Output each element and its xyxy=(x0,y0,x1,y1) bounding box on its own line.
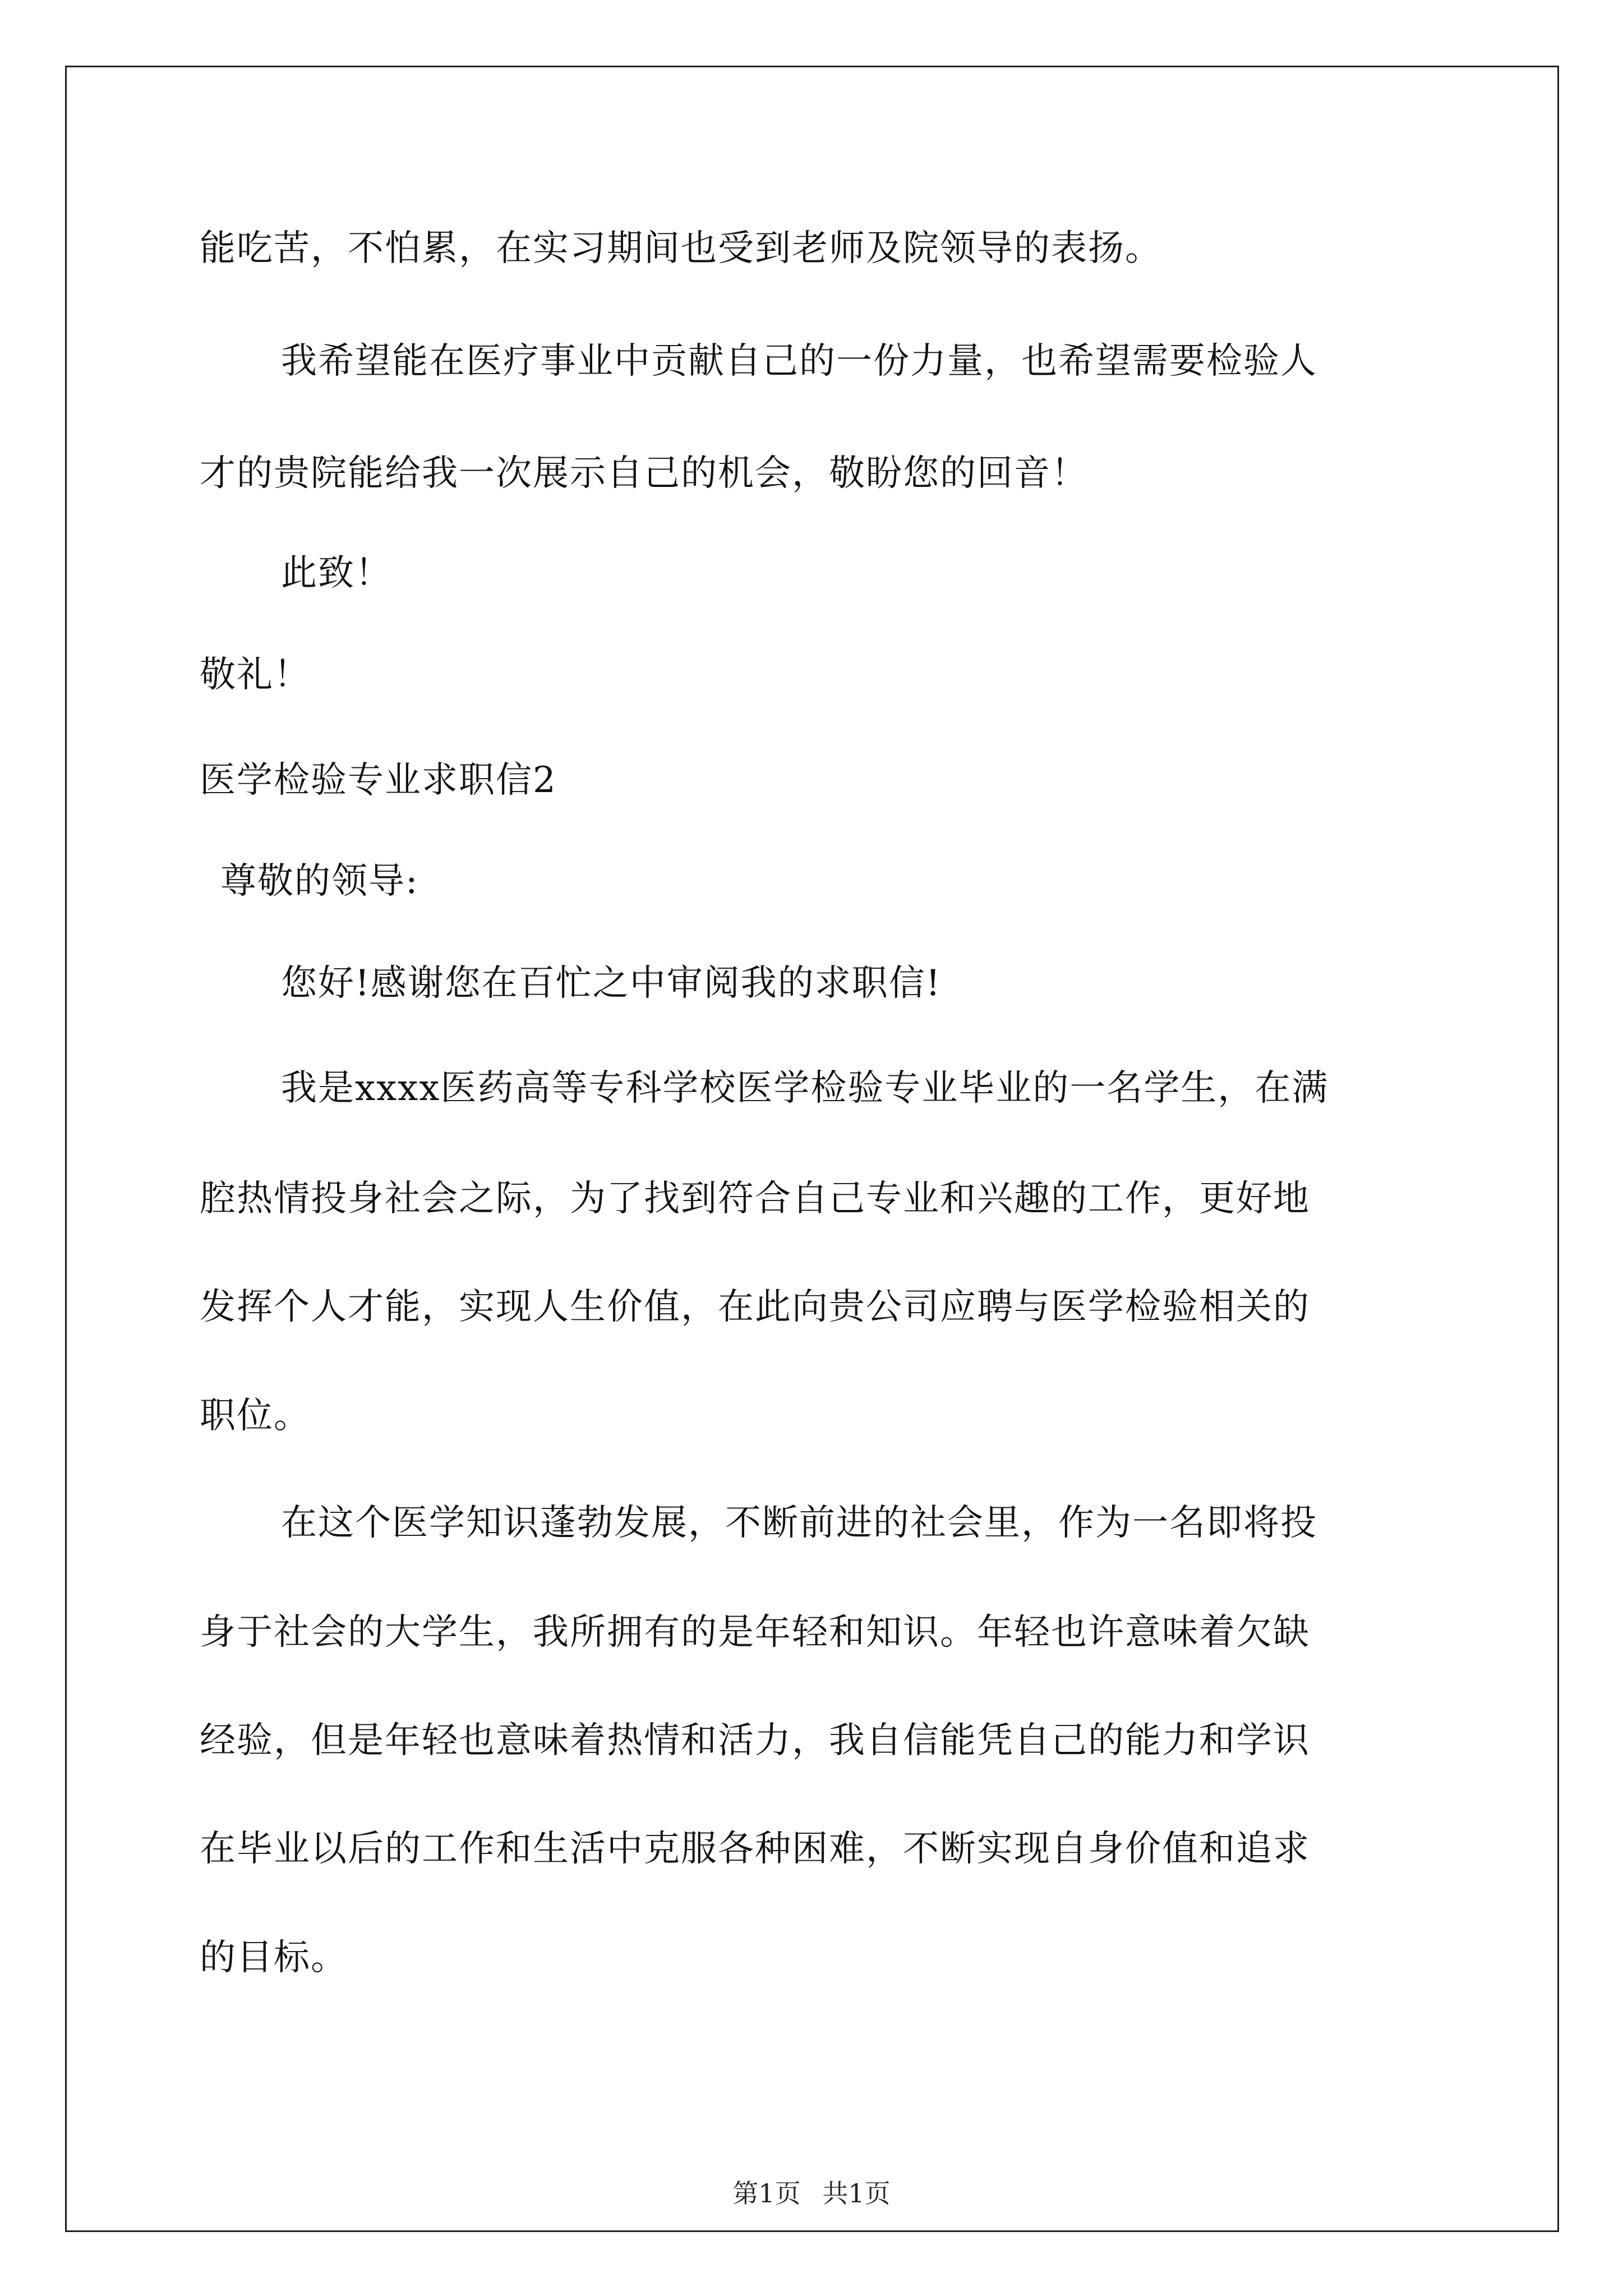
body-line: 才的贵院能给我一次展示自己的机会，敬盼您的回音！ xyxy=(200,453,1088,494)
body-line: 身于社会的大学生，我所拥有的是年轻和知识。年轻也许意味着欠缺 xyxy=(200,1612,1310,1653)
page-total: 共1页 xyxy=(822,2178,891,2208)
body-line: 我希望能在医疗事业中贡献自己的一份力量，也希望需要检验人 xyxy=(281,341,1317,382)
body-line: 我是xxxx医药高等专科学校医学检验专业毕业的一名学生，在满 xyxy=(281,1068,1329,1109)
body-line: 您好!感谢您在百忙之中审阅我的求职信! xyxy=(281,963,942,1004)
body-line: 发挥个人才能，实现人生价值，在此向贵公司应聘与医学检验相关的 xyxy=(200,1286,1310,1328)
body-line: 在这个医学知识蓬勃发展，不断前进的社会里，作为一名即将投 xyxy=(281,1502,1317,1544)
section-title: 医学检验专业求职信2 xyxy=(200,760,557,801)
closing-line: 此致！ xyxy=(281,553,392,594)
body-line: 腔热情投身社会之际，为了找到符合自己专业和兴趣的工作，更好地 xyxy=(200,1178,1310,1220)
body-line: 能吃苦，不怕累，在实习期间也受到老师及院领导的表扬。 xyxy=(200,228,1162,269)
body-line: 经验，但是年轻也意味着热情和活力，我自信能凭自己的能力和学识 xyxy=(200,1720,1310,1761)
body-line: 的目标。 xyxy=(200,1937,348,1978)
body-line: 职位。 xyxy=(200,1395,311,1437)
page-number: 第1页 xyxy=(732,2178,801,2208)
body-line: 在毕业以后的工作和生活中克服各种困难，不断实现自身价值和追求 xyxy=(200,1828,1310,1870)
closing-regards: 敬礼！ xyxy=(200,654,311,696)
page-footer xyxy=(0,2177,1623,2210)
salutation: 尊敬的领导: xyxy=(220,861,419,902)
page-border xyxy=(65,66,1559,2232)
